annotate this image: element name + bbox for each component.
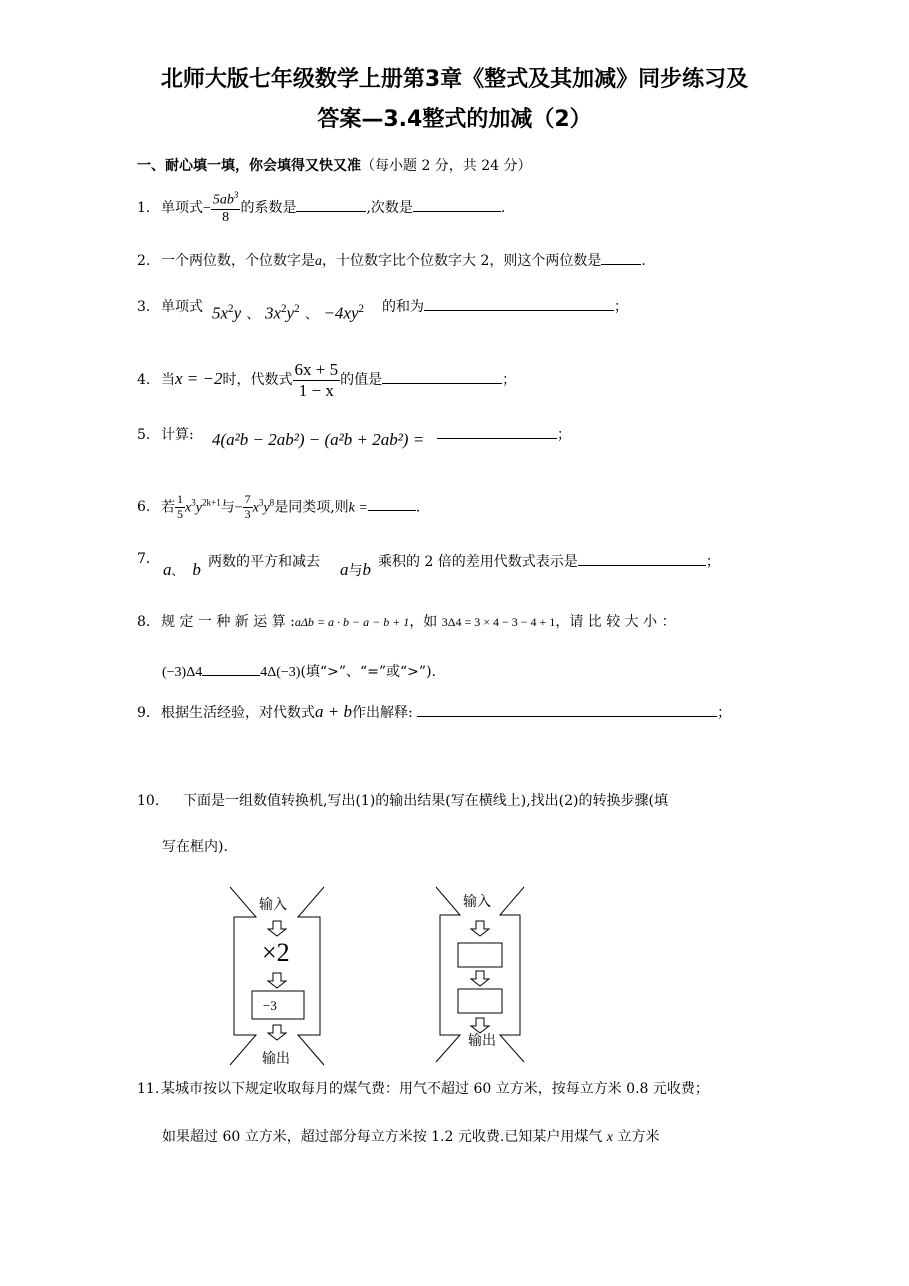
answer-blank-2[interactable] (601, 263, 641, 265)
q6-kvar: k = (348, 500, 368, 516)
q1-frac-den: 8 (222, 209, 230, 225)
q6-t2be: 8 (269, 497, 275, 508)
q3-t3e: 2 (358, 303, 365, 315)
q6-t2b: y (263, 500, 270, 516)
q6-mid: 与 (220, 499, 235, 516)
q3-t1e: 2 (228, 303, 234, 315)
q8-l2a: (−3)Δ4 (162, 665, 203, 680)
q3-t1: 5x (212, 303, 229, 323)
q1-pre: 单项式 (161, 199, 203, 216)
q1-mid2: ,次数是 (366, 199, 413, 216)
q6-end: . (415, 499, 421, 516)
question-3 (137, 296, 203, 316)
q7-vars2 (340, 560, 371, 580)
q8-l2b: 4Δ(−3) (260, 665, 301, 680)
machine1-op: ×2 (262, 938, 290, 967)
q6-t1: x (185, 500, 192, 516)
machine1-input-label: 输入 (259, 897, 287, 913)
q6-pre: 若 (161, 499, 175, 516)
q11-line1: 某城市按以下规定收取每月的煤气费：用气不超过 60 立方米，按每立方米 0.8 元收费； (161, 1081, 709, 1097)
q8-ex: 3Δ4 = 3 × 4 − 3 − 4 + 1 (441, 615, 556, 629)
q7-t1: 两数的平方和减去 (208, 554, 320, 570)
q11-var: x (606, 1130, 614, 1145)
q11-line2 (162, 1126, 659, 1146)
q7-v4: b (362, 560, 371, 579)
q6-sign: − (234, 500, 243, 516)
q3-pre: 单项式 (161, 299, 203, 315)
q7-v2: b (192, 560, 201, 579)
q6-frac2 (243, 493, 253, 522)
q3-t2be: 2 (294, 303, 300, 315)
q5-end: ； (557, 427, 571, 443)
q5-expression: 4(a²b − 2ab²) − (a²b + 2ab²) = (212, 430, 425, 449)
question-number: 8. (137, 614, 151, 630)
question-5 (137, 424, 194, 444)
q2-text: 一个两位数，个位数字是 (161, 253, 315, 269)
q1-mid: 的系数是 (240, 199, 297, 216)
q6-t2e: 3 (258, 497, 264, 508)
question-2 (137, 250, 646, 270)
q9-mid: 作出解释: (351, 705, 413, 721)
q6-f1n: 1 (177, 492, 183, 506)
q8-mid: ，如 (409, 614, 438, 630)
page-title-line2: 答案—3.4整式的加减（2） (317, 107, 592, 132)
q4-frac-den: 1 − x (298, 380, 334, 400)
q4-mid2: 的值是 (340, 372, 383, 389)
q1-sign: − (203, 200, 211, 216)
q5-tail (437, 424, 571, 444)
section-note: （每小题 2 分，共 24 分） (361, 158, 532, 174)
question-11 (137, 1078, 709, 1098)
q6-f1d: 5 (177, 506, 183, 521)
q10-line1: 下面是一组数值转换机,写出(1)的输出结果(写在横线上),找出(2)的转换步骤(填 (183, 793, 668, 809)
q11-line2a: 如果超过 60 立方米，超过部分每立方米按 1.2 元收费.已知某户用煤气 (162, 1129, 603, 1145)
q7-t2: 与 (348, 563, 363, 579)
q6-t2: x (252, 500, 259, 516)
question-7 (137, 551, 161, 567)
question-number: 10. (137, 793, 160, 809)
q4-mid: 时，代数式 (222, 372, 293, 389)
q4-cond: x = −2 (175, 369, 223, 389)
q6-f2n: 7 (244, 492, 251, 506)
answer-blank-7[interactable] (578, 564, 706, 566)
q5-pre: 计算: (161, 427, 194, 443)
q7-vars (163, 560, 201, 580)
q3-sep2: 、 (305, 307, 319, 323)
q6-mid2: 是同类项,则 (274, 499, 349, 516)
q4-end: ； (502, 372, 517, 389)
question-number: 11. (137, 1081, 160, 1097)
q3-t2: 3x (264, 303, 281, 323)
q8-l2c: (填“>”、“=”或“>”). (300, 664, 436, 680)
answer-blank-1a[interactable] (296, 210, 366, 212)
question-number: 2. (137, 253, 151, 269)
q3-t2e: 2 (281, 303, 287, 315)
answer-blank-1b[interactable] (413, 210, 501, 212)
q8-def: aΔb = a · b − a − b + 1 (294, 615, 410, 629)
q1-fraction (211, 190, 241, 226)
q7-t3: 乘积的 2 倍的差用代数式表示是 (378, 554, 578, 570)
q10-line2: 写在框内). (162, 839, 228, 855)
q7-v3: a (340, 560, 349, 579)
q3-terms (212, 303, 364, 324)
question-4 (137, 360, 516, 400)
q7-end: ； (705, 554, 720, 570)
q8-end1: ，请 比 较 大 小 ： (555, 614, 676, 630)
question-number: 5. (137, 427, 151, 443)
page-title-line1: 北师大版七年级数学上册第3章《整式及其加减》同步练习及 (160, 67, 749, 92)
q6-t1be: 2k+1 (201, 497, 221, 508)
q7-v1: a (163, 560, 172, 579)
machine2-box-1[interactable] (458, 943, 502, 967)
q3-t2b: y (286, 303, 295, 323)
answer-blank-4[interactable] (382, 382, 502, 384)
question-6 (137, 493, 420, 522)
q3-t3: −4xy (323, 303, 359, 323)
q3-mid: 的和为 (382, 299, 424, 315)
answer-blank-3[interactable] (424, 309, 614, 311)
q6-frac1 (175, 493, 185, 522)
answer-blank-6[interactable] (368, 509, 416, 511)
question-number: 1. (137, 199, 151, 216)
q3-t1b: y (233, 303, 242, 323)
answer-blank-9[interactable] (417, 715, 717, 717)
q4-fraction (293, 360, 341, 400)
q8-pre: 规 定 一 种 新 运 算 : (161, 614, 295, 630)
q8-line2 (162, 661, 436, 681)
q4-pre: 当 (161, 372, 175, 389)
q11-line2b: 立方米 (617, 1129, 660, 1145)
q3-tail (382, 296, 628, 316)
machine2-input-label: 输入 (463, 894, 491, 910)
question-number: 3. (137, 299, 151, 315)
section-heading-text: 一、耐心填一填，你会填得又快又准 (137, 158, 361, 174)
q9-expr: a + b (315, 702, 352, 721)
q9-end: ； (717, 705, 732, 721)
question-10 (137, 790, 668, 810)
q6-t1b: y (195, 500, 202, 516)
machine2-output-label: 输出 (468, 1033, 496, 1049)
question-8 (137, 611, 777, 631)
q9-pre: 根据生活经验，对代数式 (161, 705, 315, 721)
question-number: 4. (137, 372, 151, 389)
machine1-box-value: −3 (263, 998, 277, 1013)
question-number: 7. (137, 551, 151, 567)
q7-sep: 、 (171, 564, 184, 578)
q3-sep1: 、 (246, 307, 260, 323)
q2-var: a (315, 254, 322, 269)
q4-frac-num: 6x + 5 (294, 360, 339, 379)
answer-blank-5[interactable] (437, 437, 557, 439)
q2-end: . (641, 253, 646, 269)
question-number: 6. (137, 499, 151, 516)
q1-frac-exp: 3 (233, 190, 239, 200)
q7-text (208, 551, 320, 571)
q6-t1e: 3 (191, 497, 196, 508)
answer-blank-8[interactable] (202, 674, 260, 676)
q2-text2: ，十位数字比个位数字大 2，则这个两位数是 (322, 253, 602, 269)
q7-tail (378, 551, 720, 571)
question-number: 9. (137, 705, 151, 721)
question-9 (137, 702, 731, 722)
question-1 (137, 190, 505, 226)
section-heading (137, 155, 532, 175)
q3-end: ； (614, 299, 628, 315)
q1-end: . (500, 199, 506, 216)
machine1-box (252, 991, 304, 1019)
machine2-box-2[interactable] (458, 989, 502, 1013)
q6-f2d: 3 (244, 506, 251, 521)
q1-frac-num: 5ab (212, 192, 234, 208)
machine1-output-label: 输出 (262, 1051, 290, 1067)
